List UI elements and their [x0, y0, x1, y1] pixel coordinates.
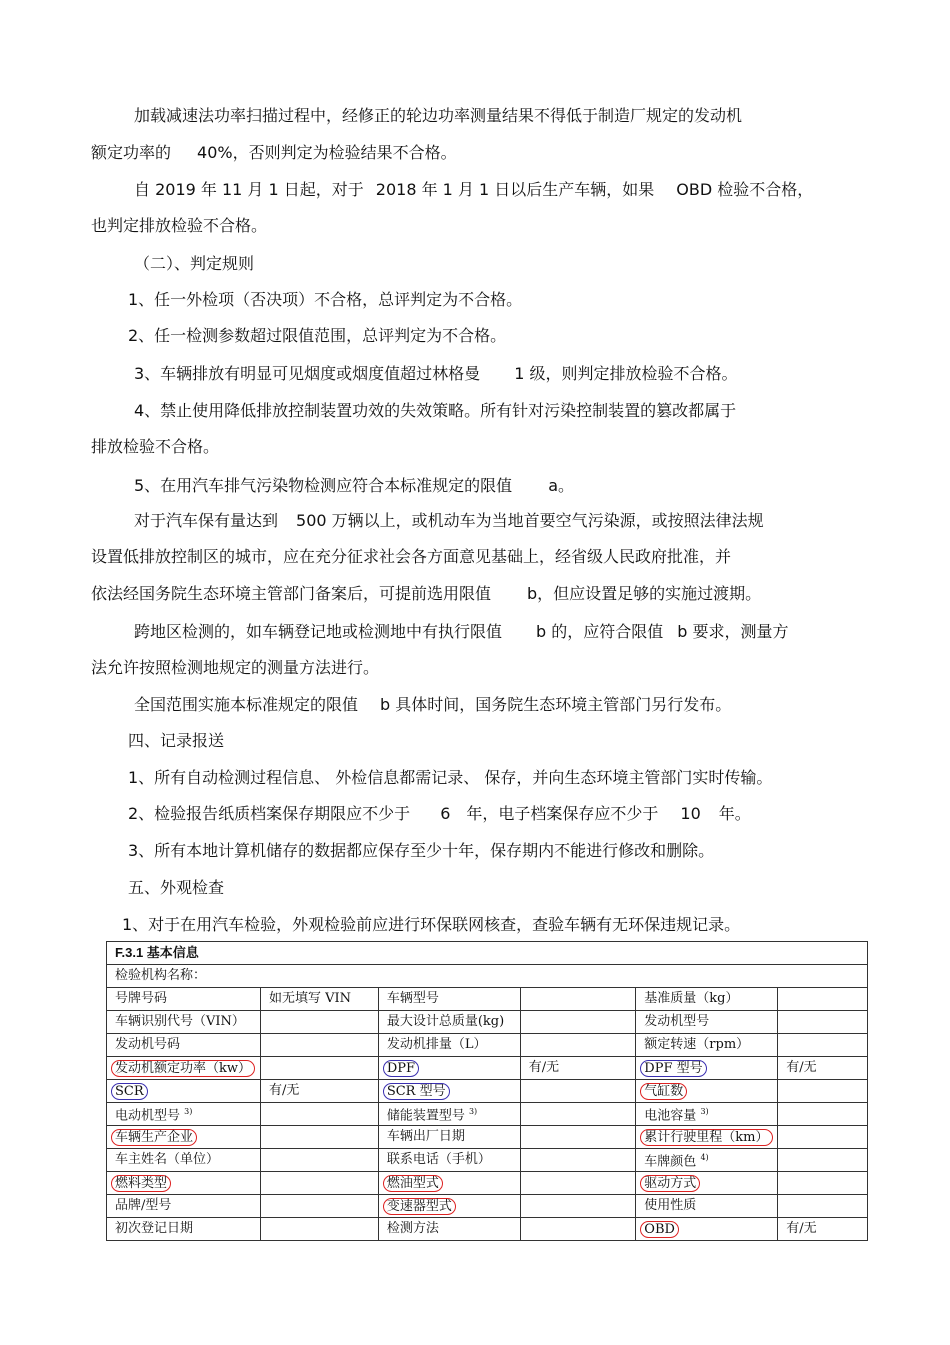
table-cell: [260, 1126, 378, 1149]
table-cell: 最大设计总质量(kg): [378, 1011, 520, 1034]
table-row: [107, 1172, 868, 1195]
circled-label: DPF: [383, 1060, 419, 1077]
record-3: 3、所有本地计算机储存的数据都应保存至少十年，保存期内不能进行修改和删除。: [128, 841, 715, 860]
table-cell: [260, 1218, 378, 1241]
table-cell: [778, 1149, 868, 1172]
paragraph-limit-b: 对于汽车保有量达到 500 万辆以上，或机动车为当地首要空气污染源，或按照法律法规: [134, 511, 764, 530]
table-cell: [520, 1218, 636, 1241]
paragraph-cross-region-cont: 法允许按照检测地规定的测量方法进行。: [91, 658, 380, 677]
circled-label: 气缸数: [640, 1083, 687, 1100]
table-cell: [378, 1057, 520, 1080]
table-cell: 有/无: [778, 1218, 868, 1241]
visual-check-1: 1、对于在用汽车检验，外观检验前应进行环保联网核查，查验车辆有无环保违规记录。: [122, 915, 741, 934]
table-row: [107, 1126, 868, 1149]
circled-label: 变速器型式: [383, 1198, 456, 1215]
table-row: [107, 1218, 868, 1241]
table-cell: [520, 1195, 636, 1218]
heading-visual-check: 五、外观检查: [128, 878, 225, 897]
table-cell: [260, 1103, 378, 1126]
heading-judgement-rules: （二）、判定规则: [134, 254, 255, 273]
table-cell: [378, 1172, 520, 1195]
table-cell: [520, 1103, 636, 1126]
table-row: [107, 1011, 868, 1034]
record-1: 1、所有自动检测过程信息、 外检信息都需记录、 保存，并向生态环境主管部门实时传输。: [128, 768, 773, 787]
table-cell: 号牌号码: [107, 988, 261, 1011]
rule-3: 3、车辆排放有明显可见烟度或烟度值超过林格曼 1 级，则判定排放检验不合格。: [134, 364, 738, 383]
paragraph-obd-cont: 也判定排放检验不合格。: [91, 216, 268, 235]
rule-5: 5、在用汽车排气污染物检测应符合本标准规定的限值 a。: [134, 476, 574, 495]
table-cell: [520, 1149, 636, 1172]
table-cell: 发动机型号: [636, 1011, 778, 1034]
table-cell: [260, 1057, 378, 1080]
paragraph-power-scan-cont: 额定功率的 40%，否则判定为检验结果不合格。: [91, 143, 457, 162]
table-cell: [107, 1057, 261, 1080]
heading-record-report: 四、记录报送: [128, 731, 225, 750]
table-cell: 检测方法: [378, 1218, 520, 1241]
table-cell: 车辆型号: [378, 988, 520, 1011]
inspection-org-label: 检验机构名称：: [107, 965, 868, 988]
table-cell: [636, 1172, 778, 1195]
table-row: [107, 965, 868, 988]
table-cell: 额定转速（rpm）: [636, 1034, 778, 1057]
paragraph-obd: 自 2019 年 11 月 1 日起，对于 2018 年 1 月 1 日以后生产车辆，如果 OBD 检验不合格，: [134, 180, 814, 199]
circled-label: 车辆生产企业: [111, 1129, 197, 1146]
table-cell: 车主姓名（单位）: [107, 1149, 261, 1172]
table-cell: 车牌颜色 $^{4)}$: [636, 1149, 778, 1172]
table-title-row: [107, 942, 868, 965]
table-cell: [636, 1057, 778, 1080]
table-cell: [107, 1172, 261, 1195]
table-cell: [520, 1080, 636, 1103]
footnote-mark: 3): [700, 1106, 709, 1116]
paragraph-limit-b-cont1: 设置低排放控制区的城市，应在充分征求社会各方面意见基础上，经省级人民政府批准，并: [91, 547, 732, 566]
footnote-mark: 3): [184, 1106, 193, 1116]
table-cell: [378, 1080, 520, 1103]
table-cell: 储能装置型号 $^{3)}$: [378, 1103, 520, 1126]
table-cell: 发动机号码: [107, 1034, 261, 1057]
footnote-mark: 3): [468, 1106, 478, 1116]
table-cell: [107, 1126, 261, 1149]
table-cell: [260, 1034, 378, 1057]
table-cell: 电池容量 $^{3)}$: [636, 1103, 778, 1126]
record-2: 2、检验报告纸质档案保存期限应不少于 6 年，电子档案保存应不少于 10 年。: [128, 804, 751, 823]
table-cell: 车辆出厂日期: [378, 1126, 520, 1149]
circled-label: 累计行驶里程（km）: [640, 1129, 772, 1146]
table-cell: [778, 1080, 868, 1103]
table-cell: [636, 1080, 778, 1103]
table-cell: 有/无: [520, 1057, 636, 1080]
circled-label: 燃油型式: [383, 1175, 443, 1192]
table-cell: [260, 1195, 378, 1218]
table-row: [107, 1057, 868, 1080]
table-cell: [778, 1126, 868, 1149]
table-cell: [778, 1172, 868, 1195]
paragraph-power-scan: 加载减速法功率扫描过程中，经修正的轮边功率测量结果不得低于制造厂规定的发动机: [134, 106, 743, 125]
table-cell: [260, 1172, 378, 1195]
table-cell: [378, 1195, 520, 1218]
table-row: [107, 1195, 868, 1218]
rule-4: 4、禁止使用降低排放控制装置功效的失效策略。所有针对污染控制装置的篡改都属于: [134, 401, 737, 420]
table-cell: [520, 1034, 636, 1057]
table-cell: [260, 1011, 378, 1034]
table-cell: [107, 1080, 261, 1103]
table-cell: [636, 1218, 778, 1241]
table-cell: [778, 1034, 868, 1057]
circled-label: 发动机额定功率（kw）: [111, 1060, 255, 1077]
table-cell: 联系电话（手机）: [378, 1149, 520, 1172]
table-row: [107, 988, 868, 1011]
table-cell: [520, 988, 636, 1011]
table-cell: [520, 1011, 636, 1034]
table-cell: 有/无: [778, 1057, 868, 1080]
circled-label: 驱动方式: [640, 1175, 700, 1192]
table-cell: [778, 1103, 868, 1126]
table-cell: 电动机型号 $^{3)}$: [107, 1103, 261, 1126]
table-cell: 基准质量（kg）: [636, 988, 778, 1011]
table-cell: 如无填写 VIN: [260, 988, 378, 1011]
paragraph-limit-b-cont2: 依法经国务院生态环境主管部门备案后，可提前选用限值 b，但应设置足够的实施过渡期。: [91, 584, 762, 603]
circled-label: SCR 型号: [383, 1083, 450, 1100]
table-cell: [520, 1172, 636, 1195]
footnote-mark: 4): [700, 1152, 709, 1162]
table-row: [107, 1103, 868, 1126]
table-cell: [260, 1149, 378, 1172]
basic-info-table: [106, 941, 868, 1241]
rule-1: 1、任一外检项（否决项）不合格，总评判定为不合格。: [128, 290, 523, 309]
table-cell: [636, 1126, 778, 1149]
table-cell: [778, 1195, 868, 1218]
circled-label: DPF 型号: [640, 1060, 706, 1077]
rule-4-cont: 排放检验不合格。: [91, 437, 220, 456]
table-cell: 发动机排量（L）: [378, 1034, 520, 1057]
circled-label: SCR: [111, 1083, 148, 1100]
table-cell: 使用性质: [636, 1195, 778, 1218]
paragraph-cross-region: 跨地区检测的，如车辆登记地或检测地中有执行限值 b 的，应符合限值 b 要求，测量方: [134, 622, 789, 641]
table-cell: 初次登记日期: [107, 1218, 261, 1241]
paragraph-nationwide: 全国范围实施本标准规定的限值 b 具体时间，国务院生态环境主管部门另行发布。: [134, 695, 732, 714]
table-row: [107, 1080, 868, 1103]
circled-label: OBD: [640, 1221, 679, 1238]
table-cell: [778, 1011, 868, 1034]
table-cell: 有/无: [260, 1080, 378, 1103]
circled-label: 燃料类型: [111, 1175, 171, 1192]
table-cell: [778, 988, 868, 1011]
table-row: [107, 1149, 868, 1172]
table-cell: 车辆识别代号（VIN）: [107, 1011, 261, 1034]
table-cell: 品牌/型号: [107, 1195, 261, 1218]
rule-2: 2、任一检测参数超过限值范围，总评判定为不合格。: [128, 326, 507, 345]
table-cell: [520, 1126, 636, 1149]
table-title: F.3.1 基本信息: [107, 942, 868, 965]
table-row: [107, 1034, 868, 1057]
